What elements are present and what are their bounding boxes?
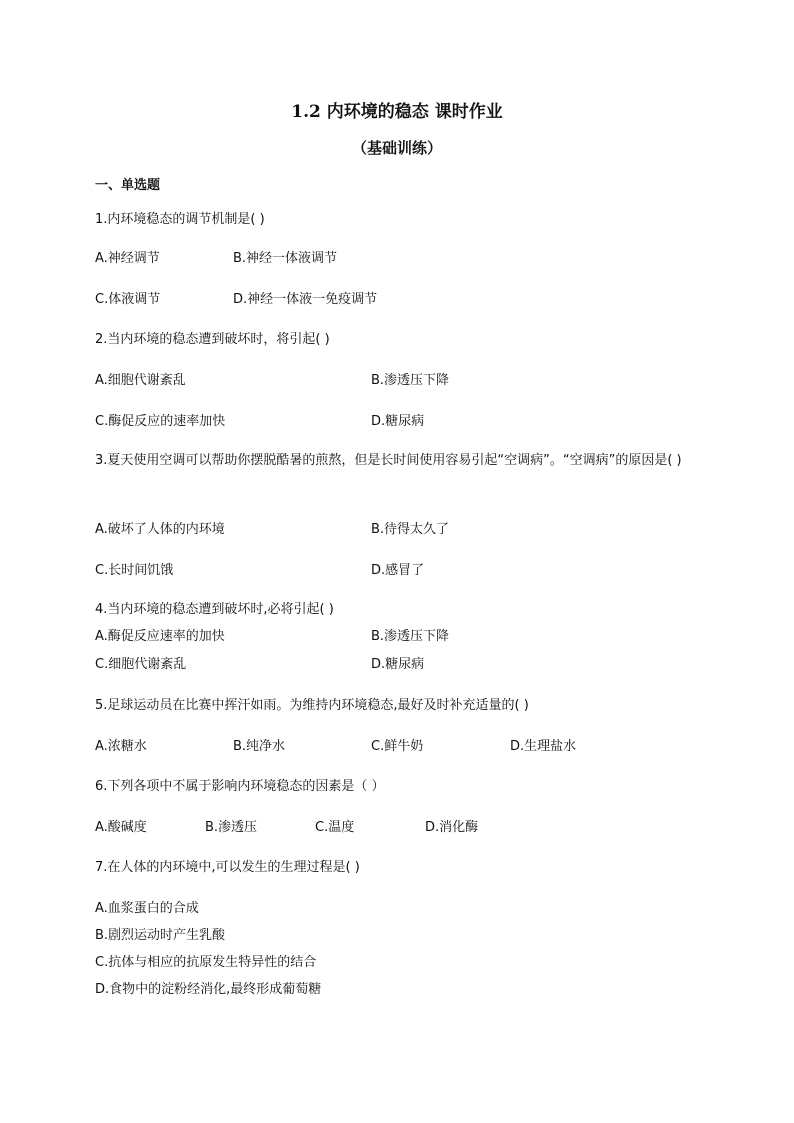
question-6-stem: 6.下列各项中不属于影响内环境稳态的因素是（ ） (95, 779, 385, 794)
question-5-option-a: A.浓糖水 (95, 739, 147, 754)
question-5-option-b: B.纯净水 (233, 739, 286, 754)
question-7-option-d: D.食物中的淀粉经消化,最终形成葡萄糖 (95, 982, 322, 997)
question-7-option-b: B.剧烈运动时产生乳酸 (95, 928, 226, 943)
question-7-option-c: C.抗体与相应的抗原发生特异性的结合 (95, 955, 317, 970)
question-3-option-a: A.破坏了人体的内环境 (95, 522, 225, 537)
question-7-stem: 7.在人体的内环境中,可以发生的生理过程是( ) (95, 860, 360, 875)
question-2-option-a: A.细胞代谢紊乱 (95, 373, 186, 388)
question-5-stem: 5.足球运动员在比赛中挥汗如雨。为维持内环境稳态,最好及时补充适量的( ) (95, 698, 529, 713)
question-7-option-a: A.血浆蛋白的合成 (95, 901, 199, 916)
document-subtitle: （基础训练） (351, 139, 442, 157)
question-4-option-c: C.细胞代谢紊乱 (95, 657, 187, 672)
question-4-stem: 4.当内环境的稳态遭到破坏时,必将引起( ) (95, 602, 334, 617)
question-6-option-b: B.渗透压 (205, 820, 258, 835)
question-1-stem: 1.内环境稳态的调节机制是( ) (95, 212, 265, 227)
question-3-option-b: B.待得太久了 (371, 522, 450, 537)
question-2-option-d: D.糖尿病 (371, 414, 425, 429)
question-1-option-a: A.神经调节 (95, 251, 160, 266)
section-heading: 一、单选题 (95, 178, 161, 193)
question-2-option-c: C.酶促反应的速率加快 (95, 414, 226, 429)
question-1-option-b: B.神经一体液调节 (233, 251, 338, 266)
document-title: 1.2 内环境的稳态 课时作业 (291, 102, 503, 122)
question-3-option-d: D.感冒了 (371, 563, 425, 578)
question-1-option-c: C.体液调节 (95, 292, 161, 307)
question-2-option-b: B.渗透压下降 (371, 373, 450, 388)
question-5-option-c: C.鲜牛奶 (371, 739, 424, 754)
question-2-stem: 2.当内环境的稳态遭到破坏时，将引起( ) (95, 332, 330, 347)
question-3-option-c: C.长时间饥饿 (95, 563, 174, 578)
question-4-option-b: B.渗透压下降 (371, 629, 450, 644)
question-1-option-d: D.神经一体液一免疫调节 (233, 292, 378, 307)
question-4-option-d: D.糖尿病 (371, 657, 425, 672)
question-6-option-c: C.温度 (315, 820, 355, 835)
question-3-stem: 3.夏天使用空调可以帮助你摆脱酷暑的煎熬，但是长时间使用容易引起“空调病”。“空调病”的原因是( ) (95, 453, 682, 468)
question-5-option-d: D.生理盐水 (510, 739, 577, 754)
question-6-option-d: D.消化酶 (425, 820, 479, 835)
question-4-option-a: A.酶促反应速率的加快 (95, 629, 225, 644)
question-6-option-a: A.酸碱度 (95, 820, 147, 835)
